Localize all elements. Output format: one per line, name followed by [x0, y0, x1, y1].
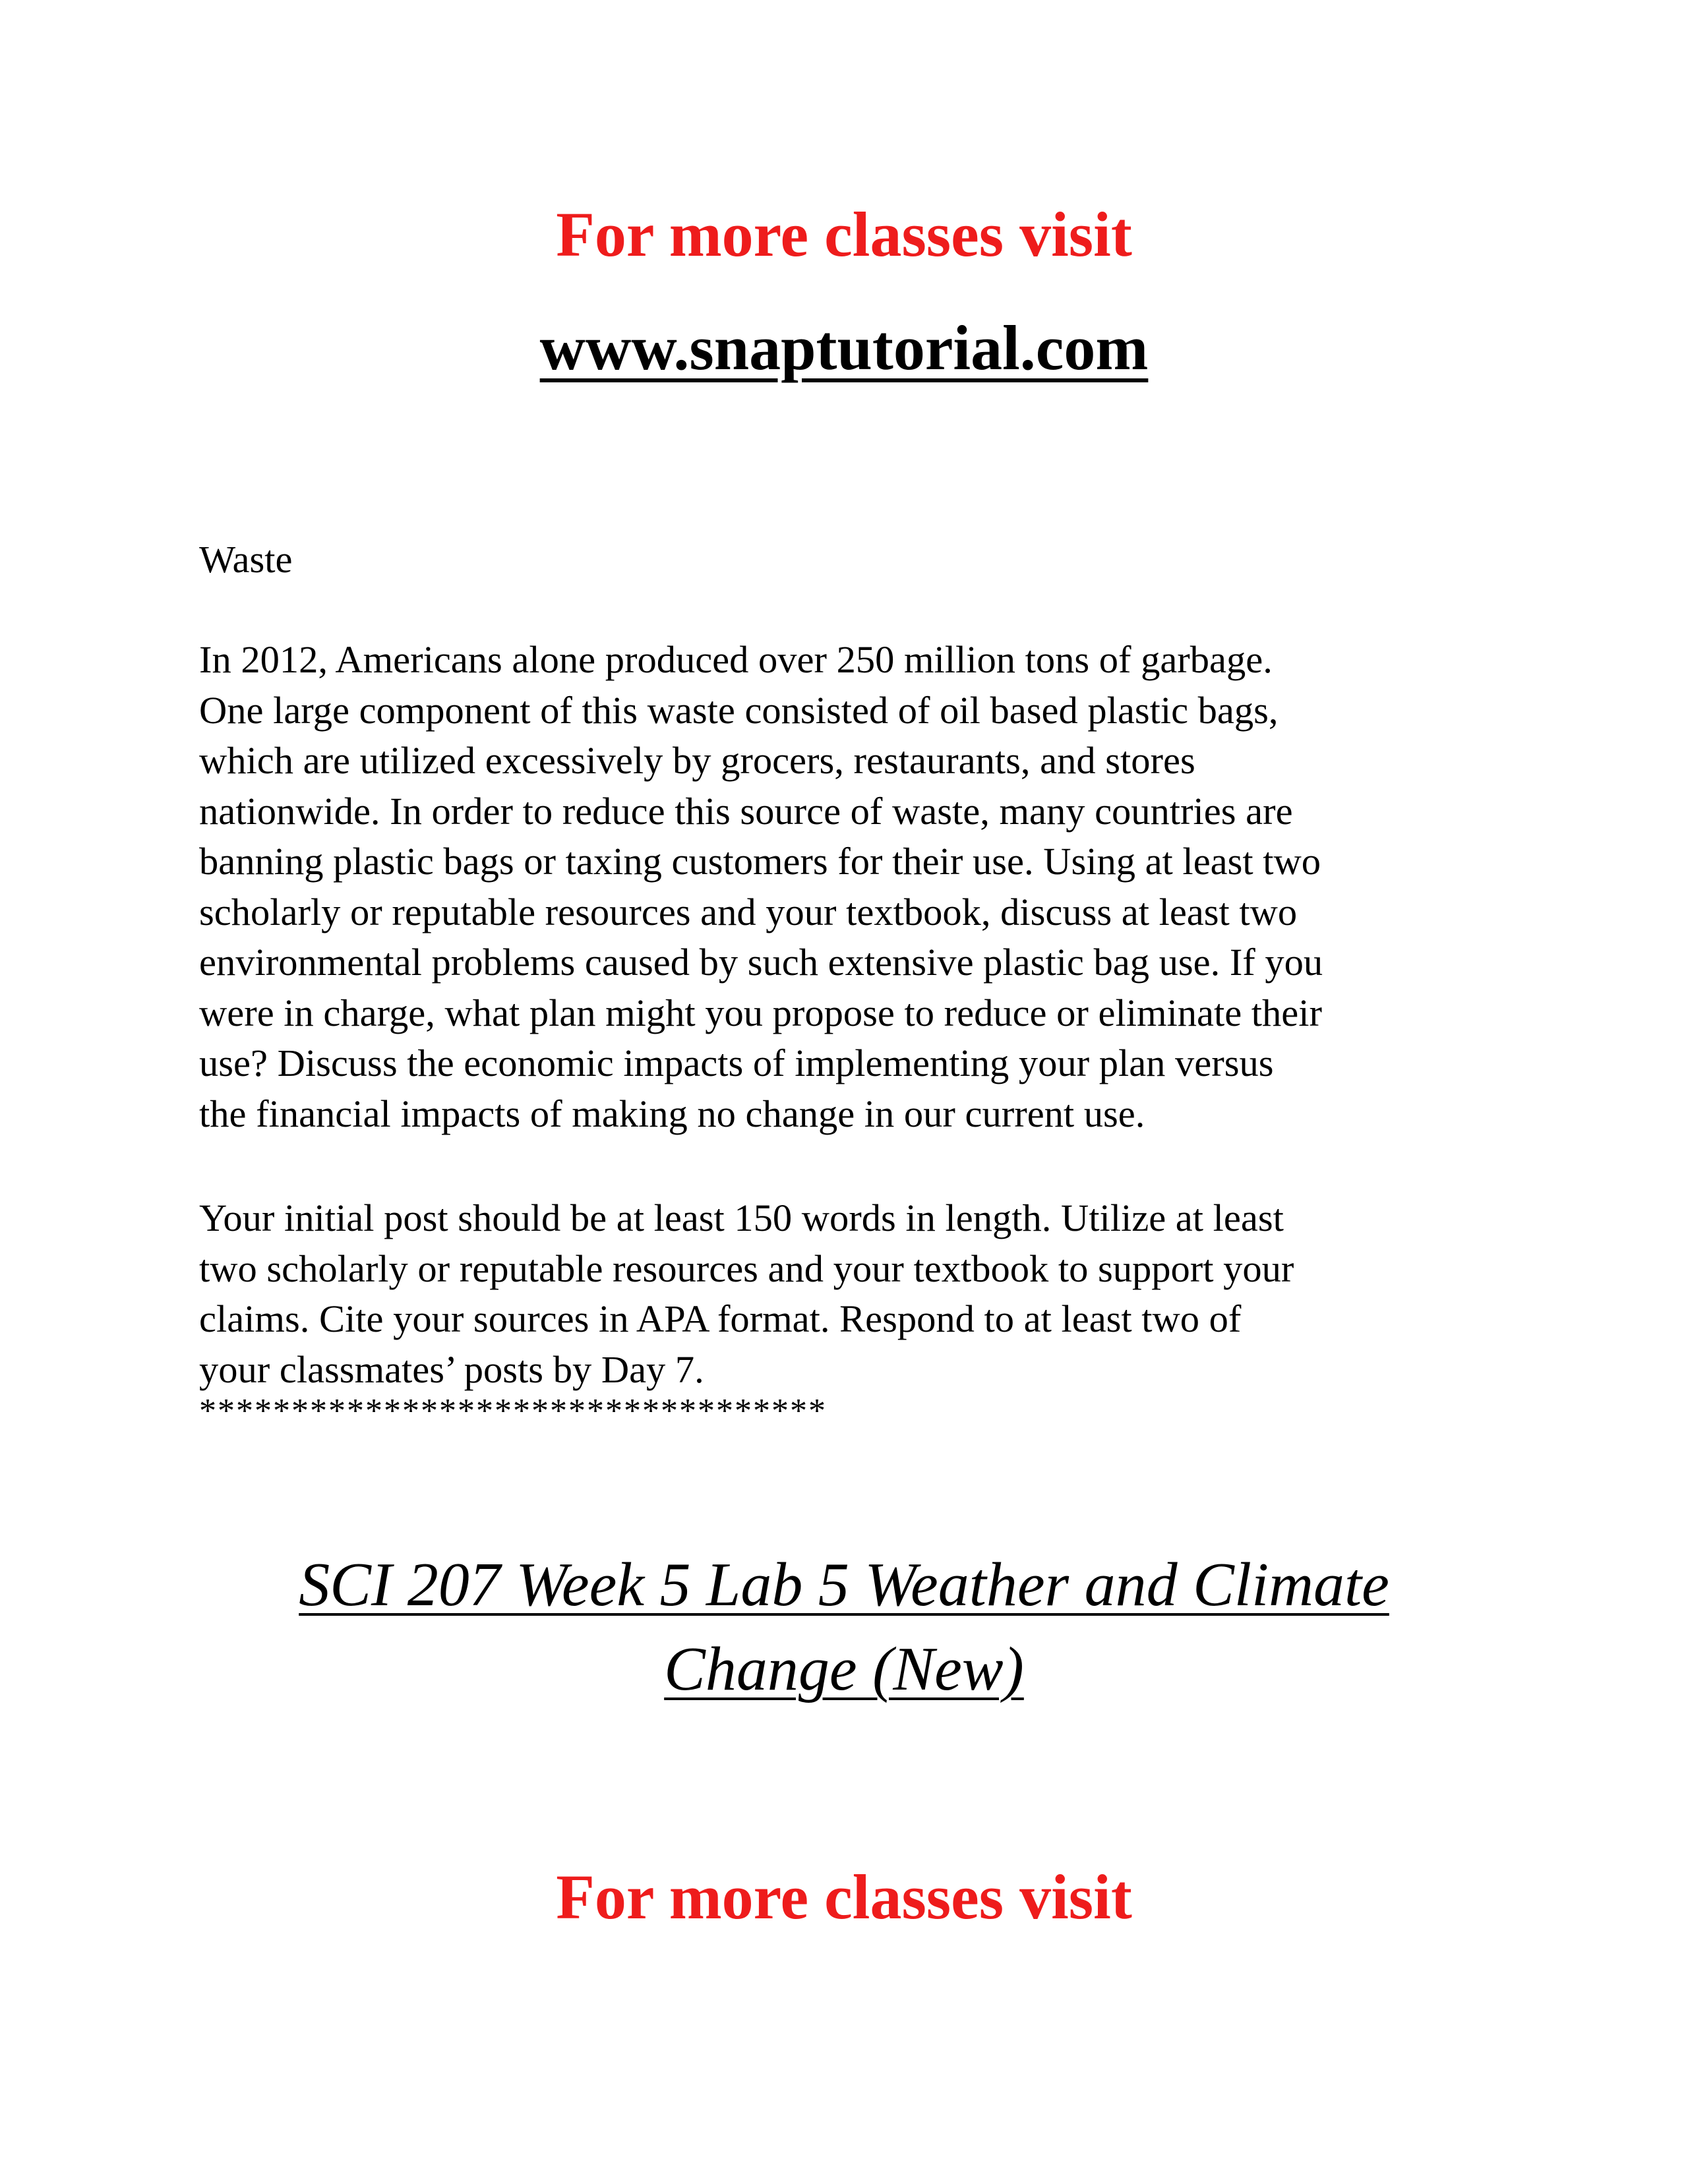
promo-heading-top: For more classes visit — [556, 199, 1132, 270]
promo-heading-bottom: For more classes visit — [556, 1862, 1132, 1932]
asterisk-separator: ********************************** — [199, 1392, 827, 1430]
section-title: Waste — [199, 538, 293, 581]
promo-website-link[interactable]: www.snaptutorial.com — [539, 312, 1149, 383]
paragraph-assignment-prompt: In 2012, Americans alone produced over 250 million tons of garbage. One large component of this waste consisted of oil based plastic bags, which are utilized excessively by grocers, restaurants, and stores nationwide. In order to reduce this source of waste, many countries are banning plastic bags or taxing customers for their use. Using at least two scholarly or reputable resources and your textbook, discuss at least two environmental problems caused by such extensive plastic bag use. If you were in charge, what plan might you propose to reduce or eliminate their use? Discuss the economic impacts of implementing your plan versus the financial impacts of making no change in our current use. — [199, 638, 1323, 1135]
paragraph-post-requirements: Your initial post should be at least 150 words in length. Utilize at least two scholarly or reputable resources and your textbook to support your claims. Cite your sources in APA format. Respond to at least two of your classmates’ posts by Day 7. — [199, 1196, 1294, 1391]
course-title: SCI 207 Week 5 Lab 5 Weather and Climate Change (New) — [299, 1550, 1389, 1703]
